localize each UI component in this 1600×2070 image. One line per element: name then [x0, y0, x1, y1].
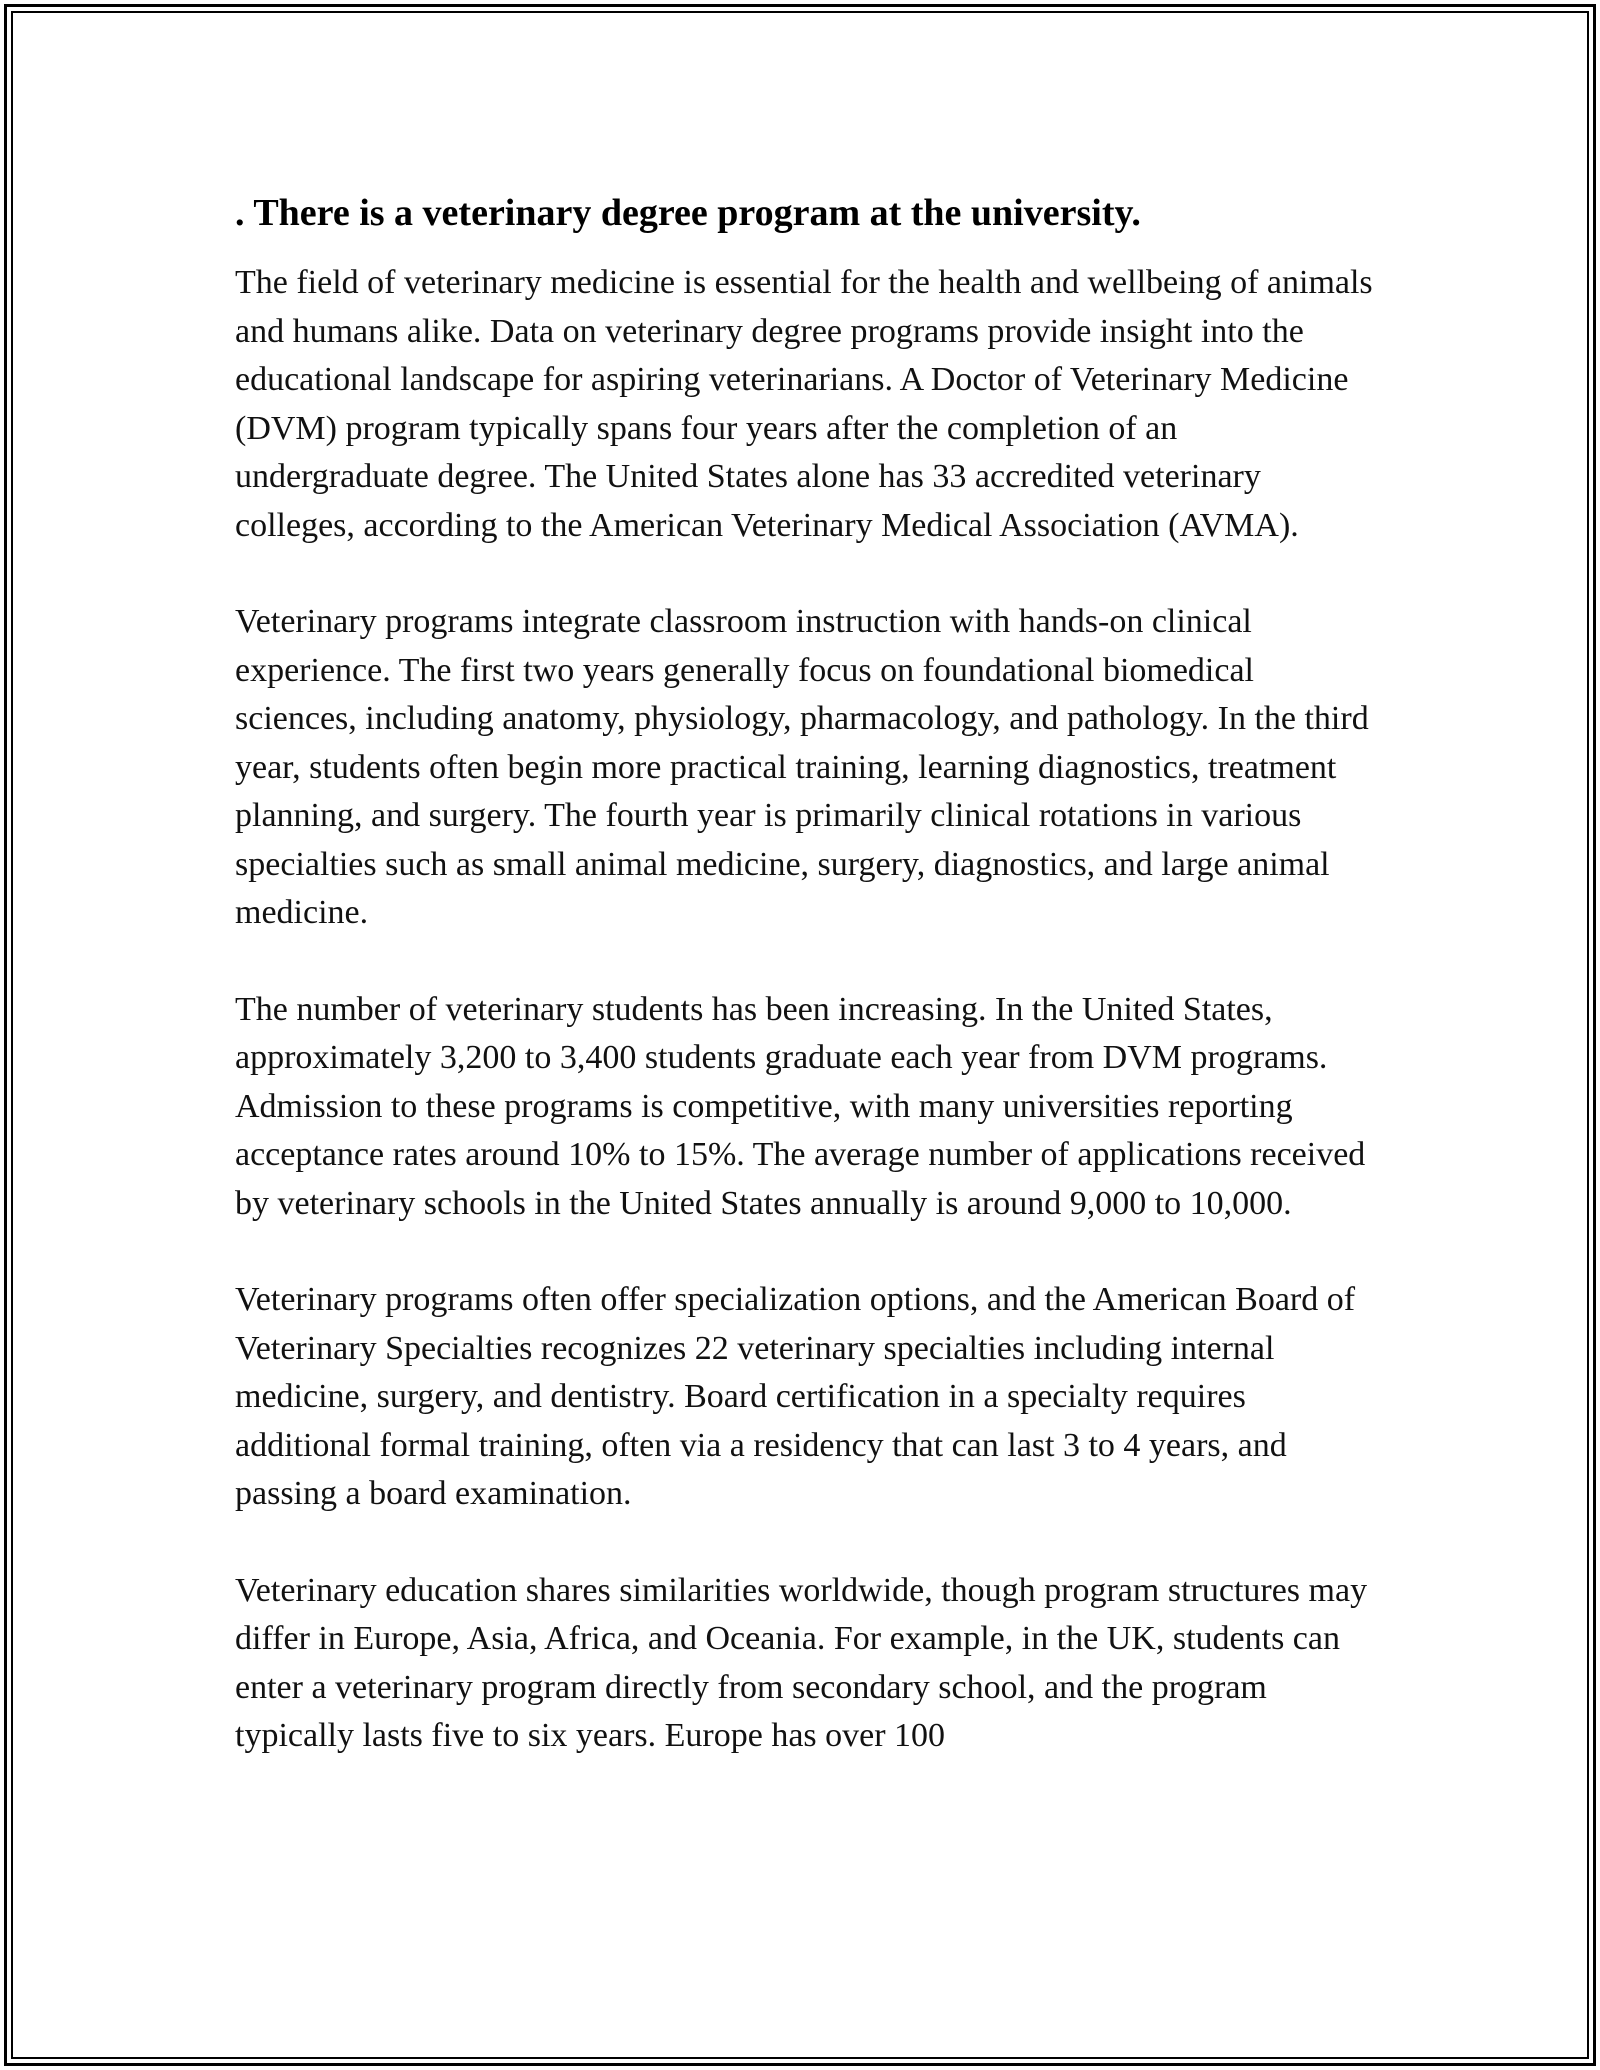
- paragraph-dvm-overview: The field of veterinary medicine is essential for the health and wellbeing of animals and humans alike. Data on veterinary degree programs provide insight into the educational landscape for aspiring veterinarians. A Doctor of Veterinary Medicine (DVM) program typically spans four years after the completion of an undergraduate degree. The United States alone has 33 accredited veterinary colleges, according to the American Veterinary Medical Association (AVMA).: [235, 264, 1373, 544]
- document-heading: . There is a veterinary degree program at the university.: [235, 192, 1141, 234]
- paragraph-student-numbers: The number of veterinary students has been increasing. In the United States, approximately 3,200 to 3,400 students graduate each year from DVM programs. Admission to these programs is competitive, with many universities reporting acceptance rates around 10% to 15%. The average number of applications received by veterinary schools in the United States annually is around 9,000 to 10,000.: [235, 990, 1366, 1222]
- paragraph-specialization: Veterinary programs often offer specialization options, and the American Board of Veterinary Specialties recognizes 22 veterinary specialties including internal medicine, surgery, and dentistry. Board certification in a specialty requires additional formal training, often via a residency that can last 3 to 4 years, and passing a board examination.: [235, 1281, 1356, 1512]
- paragraph-curriculum: Veterinary programs integrate classroom instruction with hands-on clinical experience. The first two years generally focus on foundational biomedical sciences, including anatomy, physiology, pharmacology, and pathology. In the third year, students often begin more practical training, learning diagnostics, treatment planning, and surgery. The fourth year is primarily clinical rotations in various specialties such as small animal medicine, surgery, diagnostics, and large animal medicine.: [235, 603, 1369, 931]
- document-body: [235, 185, 1375, 1809]
- paragraph-worldwide: Veterinary education shares similarities worldwide, though program structures may differ in Europe, Asia, Africa, and Oceania. For example, in the UK, students can enter a veterinary program directly from secondary school, and the program typically lasts five to six years. Europe has over 100: [235, 1571, 1368, 1754]
